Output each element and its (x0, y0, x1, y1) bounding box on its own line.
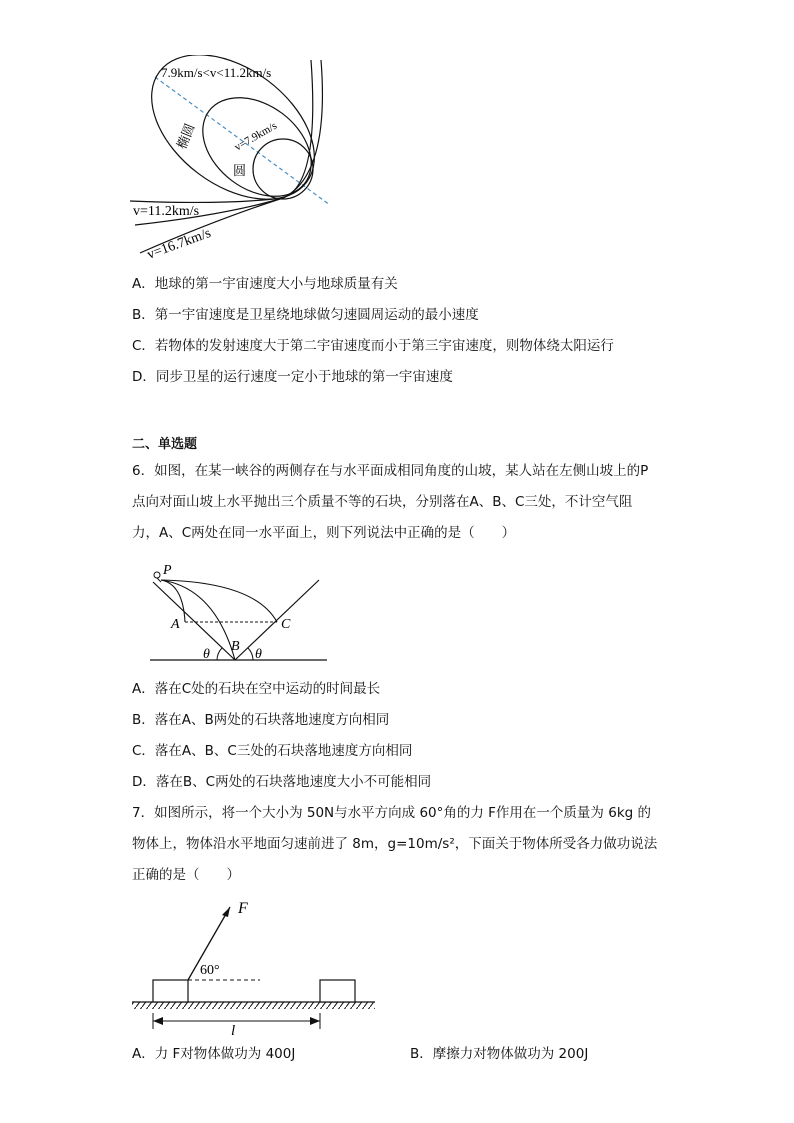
force-figure (130, 895, 380, 1035)
q5-option-b: B．第一宇宙速度是卫星绕地球做匀速圆周运动的最小速度 (132, 307, 479, 323)
label-c: C (281, 617, 291, 632)
valley-figure (145, 560, 335, 665)
label-range: 7.9km/s<v<11.2km/s (161, 65, 272, 80)
q7-line-2: 物体上，物体沿水平地面匀速前进了 8m，g=10m/s²，下面关于物体所受各力做功说法 (132, 836, 658, 852)
label-v167: v=16.7km/s (145, 225, 213, 263)
q6-line-1: 6．如图，在某一峡谷的两侧存在与水平面成相同角度的山坡，某人站在左侧山坡上的P (132, 463, 649, 479)
trajectory-c (161, 580, 277, 622)
label-angle: 60° (200, 963, 220, 978)
q7-option-a: A．力 F对物体做功为 400J (132, 1046, 296, 1062)
angle-arc-right (248, 648, 253, 660)
ellipse-orbit-small (184, 77, 330, 216)
arrow-head (222, 907, 230, 917)
distance-arrow-right (310, 1017, 320, 1025)
label-a: A (171, 617, 180, 632)
q5-option-d: D．同步卫星的运行速度一定小于地球的第一宇宙速度 (132, 369, 453, 385)
person-body (157, 578, 161, 582)
q5-option-a: A．地球的第一宇宙速度大小与地球质量有关 (132, 276, 398, 292)
q6-line-3: 力，A、C两处在同一水平面上，则下列说法中正确的是（ ） (132, 525, 516, 541)
block-end (320, 980, 355, 1002)
q6-option-c: C．落在A、B、C三处的石块落地速度方向相同 (132, 743, 413, 759)
q6-option-d: D．落在B、C两处的石块落地速度大小不可能相同 (132, 774, 432, 790)
label-b: B (231, 639, 240, 654)
label-p: P (163, 563, 172, 578)
orbit-figure (125, 55, 345, 265)
q5-option-c: C．若物体的发射速度大于第二宇宙速度而小于第三宇宙速度，则物体绕太阳运行 (132, 338, 614, 354)
right-slope (235, 580, 319, 660)
distance-arrow-left (153, 1017, 163, 1025)
q7-option-b: B．摩擦力对物体做功为 200J (410, 1046, 589, 1062)
label-v112: v=11.2km/s (133, 204, 200, 219)
angle-arc-left (217, 648, 222, 660)
left-slope (153, 582, 235, 660)
person-icon (154, 572, 160, 578)
label-v79: v=7.9km/s (232, 119, 280, 154)
label-theta-left: θ (203, 647, 210, 662)
label-theta-right: θ (255, 647, 262, 662)
q7-line-1: 7．如图所示，将一个大小为 50N与水平方向成 60°角的力 F作用在一个质量为 6kg 的 (132, 805, 651, 821)
q7-line-3: 正确的是（ ） (132, 867, 240, 883)
ground-hatch (132, 1002, 375, 1009)
label-circle: 圆 (233, 163, 247, 178)
q6-option-a: A．落在C处的石块在空中运动的时间最长 (132, 681, 381, 697)
q6-option-b: B．落在A、B两处的石块落地速度方向相同 (132, 712, 390, 728)
circular-orbit (253, 139, 313, 199)
q6-line-2: 点向对面山坡上水平抛出三个质量不等的石块，分别落在A、B、C三处，不计空气阻 (132, 494, 633, 510)
label-ellipse: 椭圆 (173, 121, 198, 152)
block-start (153, 980, 188, 1002)
label-length: l (231, 1023, 236, 1035)
section-title: 二、单选题 (132, 437, 198, 452)
label-force: F (238, 900, 248, 917)
